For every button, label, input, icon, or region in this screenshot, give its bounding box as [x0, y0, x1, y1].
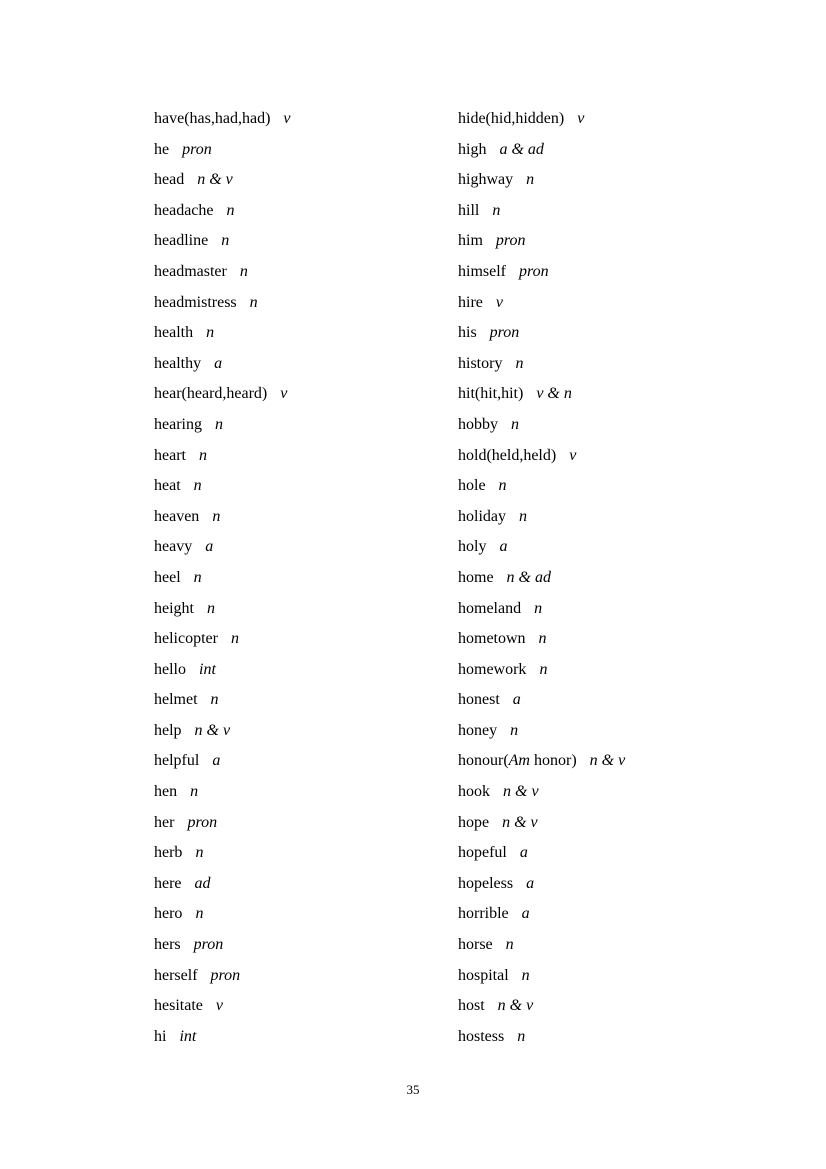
word-text: headline: [154, 232, 209, 250]
word-entry: [154, 685, 454, 716]
word-text: hope: [458, 813, 490, 831]
word-entry: [458, 991, 758, 1022]
word-entry: [458, 257, 758, 288]
word-entry: [458, 838, 758, 869]
pos-label: n: [539, 660, 548, 678]
word-text: his: [458, 324, 477, 342]
word-entry: [458, 961, 758, 992]
pos-label: n: [526, 171, 535, 189]
pos-label: v: [569, 446, 577, 464]
pos-label: n: [521, 966, 530, 984]
word-text: honey: [458, 721, 498, 739]
pos-label: a: [499, 538, 508, 556]
pos-label: n: [515, 354, 524, 372]
word-entry: [458, 379, 758, 410]
word-text: homeland: [458, 599, 522, 617]
pos-label: n & v: [503, 783, 539, 801]
word-text: here: [154, 874, 182, 892]
word-text: hello: [154, 660, 186, 678]
word-entry: [154, 1022, 454, 1053]
pos-label: n: [519, 507, 527, 525]
pos-label: n: [221, 232, 230, 250]
word-text: horrible: [458, 905, 509, 923]
pos-label: n: [193, 477, 202, 495]
word-text: history: [458, 354, 503, 372]
word-entry: [154, 624, 454, 655]
word-text: helmet: [154, 691, 198, 709]
word-entry: [154, 135, 454, 166]
word-entry: [458, 226, 758, 257]
pos-label: a & ad: [499, 140, 544, 158]
pos-label: n: [190, 783, 199, 801]
pos-label: pron: [210, 966, 241, 984]
pos-label: n & v: [194, 721, 231, 739]
word-entry: [458, 288, 758, 319]
word-text: homework: [458, 660, 527, 678]
word-entry: [458, 655, 758, 686]
word-text: host: [458, 997, 485, 1015]
word-entry: [458, 716, 758, 747]
pos-label: n: [505, 936, 514, 954]
word-entry: [154, 165, 454, 196]
word-text: hostess: [458, 1027, 505, 1045]
word-text: hers: [154, 936, 181, 954]
pos-label: pron: [187, 813, 218, 831]
pos-label: pron: [495, 232, 526, 250]
word-entry: [154, 594, 454, 625]
pos-label: a: [526, 874, 535, 892]
word-text: hero: [154, 905, 183, 923]
word-list-right-column: [458, 104, 758, 1052]
word-text: hole: [458, 477, 486, 495]
pos-label: n: [193, 568, 202, 586]
word-text: help: [154, 721, 182, 739]
word-entry: [154, 746, 454, 777]
pos-label: ad: [194, 874, 211, 892]
word-text: hearing: [154, 415, 202, 433]
word-entry: [154, 838, 454, 869]
word-text: health: [154, 324, 194, 342]
word-text: hill: [458, 201, 480, 219]
word-entry: [154, 349, 454, 380]
word-entry: [458, 165, 758, 196]
word-text: he: [154, 140, 170, 158]
word-entry: [154, 196, 454, 227]
word-entry: [458, 104, 758, 135]
word-text: hesitate: [154, 997, 203, 1015]
word-text: highway: [458, 171, 514, 189]
word-text: hold(held,held): [458, 446, 557, 464]
word-text: horse: [458, 936, 493, 954]
word-text: have(has,had,had): [154, 110, 271, 127]
pos-label: n & ad: [506, 568, 551, 586]
word-text: hobby: [458, 415, 498, 433]
word-entry: [154, 410, 454, 441]
word-text: hear(heard,heard): [154, 385, 268, 403]
word-text: high: [458, 140, 487, 158]
pos-label: n: [195, 905, 204, 923]
word-text: her: [154, 813, 175, 831]
word-text: healthy: [154, 354, 202, 372]
word-entry: [458, 808, 758, 839]
pos-label: n: [510, 721, 519, 739]
word-text: hit(hit,hit): [458, 385, 524, 403]
pos-label: a: [521, 905, 530, 923]
word-text: helpful: [154, 752, 200, 770]
pos-label: n: [206, 324, 215, 342]
word-text: him: [458, 232, 483, 250]
word-text: heaven: [154, 507, 200, 525]
word-text: headache: [154, 201, 214, 219]
pos-label: n: [492, 201, 501, 219]
pos-label: a: [212, 752, 221, 770]
word-text: herb: [154, 844, 183, 862]
word-entry: [154, 318, 454, 349]
pos-label: n: [207, 599, 215, 617]
word-text: hopeless: [458, 874, 514, 892]
word-entry: [154, 869, 454, 900]
word-entry: [458, 532, 758, 563]
word-text: honour(Am honor): [458, 752, 577, 770]
word-entry: [154, 716, 454, 747]
word-entry: [458, 594, 758, 625]
word-entry: [154, 961, 454, 992]
word-entry: [154, 777, 454, 808]
pos-label: v: [215, 997, 223, 1015]
word-entry: [458, 930, 758, 961]
word-entry: [154, 104, 454, 135]
pos-label: n & v: [502, 813, 538, 831]
word-text: hen: [154, 783, 178, 801]
pos-label: v: [283, 110, 291, 127]
pos-label: v: [280, 385, 288, 403]
word-entry: [154, 379, 454, 410]
word-entry: [458, 318, 758, 349]
pos-label: pron: [193, 936, 224, 954]
pos-label: n: [534, 599, 543, 617]
word-entry: [154, 441, 454, 472]
word-text: headmaster: [154, 262, 227, 280]
pos-label: n & v: [497, 997, 534, 1015]
pos-label: n: [239, 262, 248, 280]
pos-label: a: [214, 354, 223, 372]
word-entry: [458, 869, 758, 900]
page-number: 35: [406, 1082, 420, 1097]
word-entry: [154, 808, 454, 839]
word-entry: [154, 257, 454, 288]
pos-label: pron: [519, 262, 549, 280]
word-entry: [154, 226, 454, 257]
pos-label: v: [495, 293, 503, 311]
word-entry: [154, 899, 454, 930]
word-text: himself: [458, 262, 506, 280]
word-text: helicopter: [154, 630, 218, 648]
pos-label: n: [498, 477, 507, 495]
word-text: heat: [154, 477, 181, 495]
word-entry: [458, 502, 758, 533]
word-entry: [458, 563, 758, 594]
pos-label: n: [198, 446, 207, 464]
word-text: hide(hid,hidden): [458, 110, 565, 127]
word-text: height: [154, 599, 194, 617]
word-text: hi: [154, 1027, 167, 1045]
word-entry: [458, 899, 758, 930]
pos-label: pron: [489, 324, 520, 342]
word-text: hopeful: [458, 844, 507, 862]
word-entry: [458, 471, 758, 502]
word-entry: [458, 746, 758, 777]
word-entry: [458, 410, 758, 441]
word-text: herself: [154, 966, 198, 984]
word-entry: [458, 624, 758, 655]
word-entry: [154, 288, 454, 319]
pos-label: n: [214, 415, 223, 433]
word-text: holy: [458, 538, 487, 556]
word-text: holiday: [458, 507, 506, 525]
pos-label: n: [230, 630, 239, 648]
pos-label: int: [199, 660, 216, 678]
pos-label: a: [512, 691, 521, 709]
word-entry: [458, 196, 758, 227]
word-entry: [458, 777, 758, 808]
pos-label: n: [195, 844, 204, 862]
pos-label: n: [511, 415, 519, 433]
word-entry: [154, 563, 454, 594]
pos-label: n: [538, 630, 547, 648]
word-entry: [154, 991, 454, 1022]
word-entry: [458, 349, 758, 380]
word-entry: [458, 135, 758, 166]
word-text: heart: [154, 446, 186, 464]
word-entry: [154, 502, 454, 533]
pos-label: v & n: [536, 385, 572, 403]
word-text: hometown: [458, 630, 526, 648]
word-entry: [154, 930, 454, 961]
pos-label: n: [210, 691, 219, 709]
word-text: hire: [458, 293, 483, 311]
word-entry: [458, 1022, 758, 1053]
pos-label: n & v: [197, 171, 233, 189]
pos-label: n: [517, 1027, 526, 1045]
pos-label: a: [205, 538, 214, 556]
pos-label: n: [249, 293, 258, 311]
word-text: hook: [458, 783, 490, 801]
pos-label: v: [577, 110, 585, 127]
pos-label: n: [212, 507, 221, 525]
word-entry: [154, 532, 454, 563]
pos-label: pron: [182, 140, 212, 158]
word-list-left-column: [154, 104, 454, 1052]
word-text: hospital: [458, 966, 509, 984]
word-text: heel: [154, 568, 181, 586]
pos-label: a: [519, 844, 528, 862]
word-text: headmistress: [154, 293, 237, 311]
pos-label: n: [226, 201, 235, 219]
word-text: head: [154, 171, 185, 189]
word-text: honest: [458, 691, 500, 709]
pos-label: int: [179, 1027, 197, 1045]
word-text: home: [458, 568, 494, 586]
word-text: heavy: [154, 538, 193, 556]
word-entry: [458, 685, 758, 716]
word-entry: [154, 655, 454, 686]
word-entry: [154, 471, 454, 502]
pos-label: n & v: [589, 752, 626, 770]
word-entry: [458, 441, 758, 472]
